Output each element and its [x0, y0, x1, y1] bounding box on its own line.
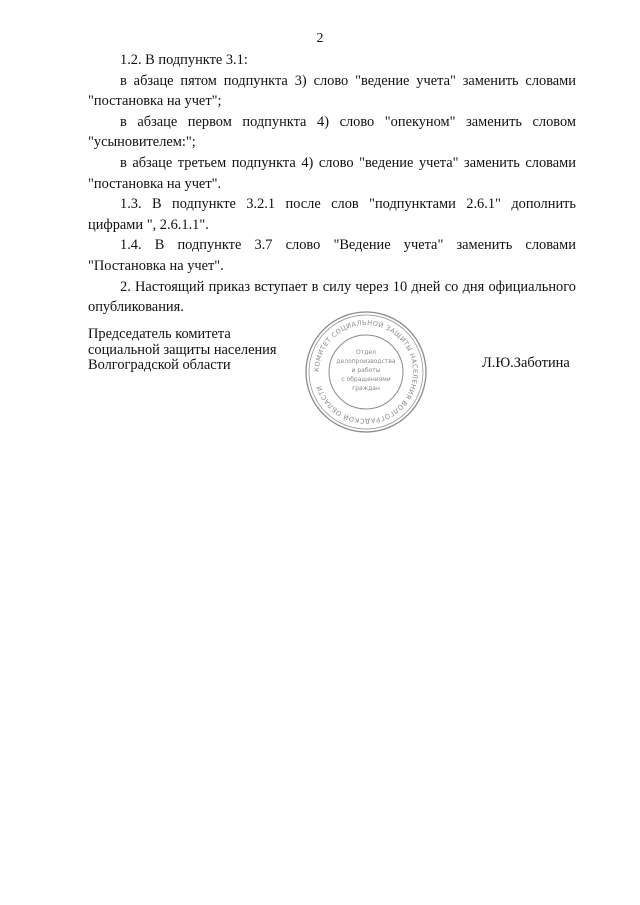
signature-position-line: Волгоградской области: [88, 357, 231, 373]
official-seal-stamp: [303, 309, 429, 435]
seal-center-line: с обращениями: [341, 376, 391, 383]
paragraph: 1.2. В подпункте 3.1:: [120, 52, 248, 68]
seal-center-line: Отдел: [356, 349, 376, 356]
paragraph: 2. Настоящий приказ вступает в силу через 10 дней со дня официального опубликования.: [88, 278, 576, 316]
signature-position-block: [88, 327, 276, 374]
seal-graphic: [303, 309, 429, 435]
seal-center-line: граждан: [352, 385, 380, 392]
seal-center-line: делопроизводства: [336, 358, 396, 365]
signer-name: Л.Ю.Заботина: [482, 355, 570, 371]
paragraph: в абзаце третьем подпункта 4) слово "ведение учета" заменить словами "постановка на учет".: [88, 154, 576, 192]
signature-position-line: Председатель комитета: [88, 326, 231, 342]
paragraph: 1.4. В подпункте 3.7 слово "Ведение учета" заменить словами "Постановка на учет".: [88, 237, 576, 274]
seal-center-line: и работы: [351, 367, 381, 374]
paragraph: в абзаце пятом подпункта 3) слово "ведение учета" заменить словами "постановка на учет";: [88, 72, 576, 110]
seal-ring-textpath: КОМИТЕТ СОЦИАЛЬНОЙ ЗАЩИТЫ НАСЕЛЕНИЯ ВОЛГОГРАДСКОЙ ОБЛАСТИ: [312, 318, 420, 426]
paragraph: 1.3. В подпункте 3.2.1 после слов "подпунктами 2.6.1" дополнить цифрами ", 2.6.1.1".: [88, 196, 576, 233]
paragraph: в абзаце первом подпункта 4) слово "опекуном" заменить словом "усыновителем:";: [88, 113, 576, 151]
document-body: [88, 50, 576, 318]
page-number: 2: [316, 31, 324, 46]
signature-position-line: социальной защиты населения: [88, 341, 277, 358]
